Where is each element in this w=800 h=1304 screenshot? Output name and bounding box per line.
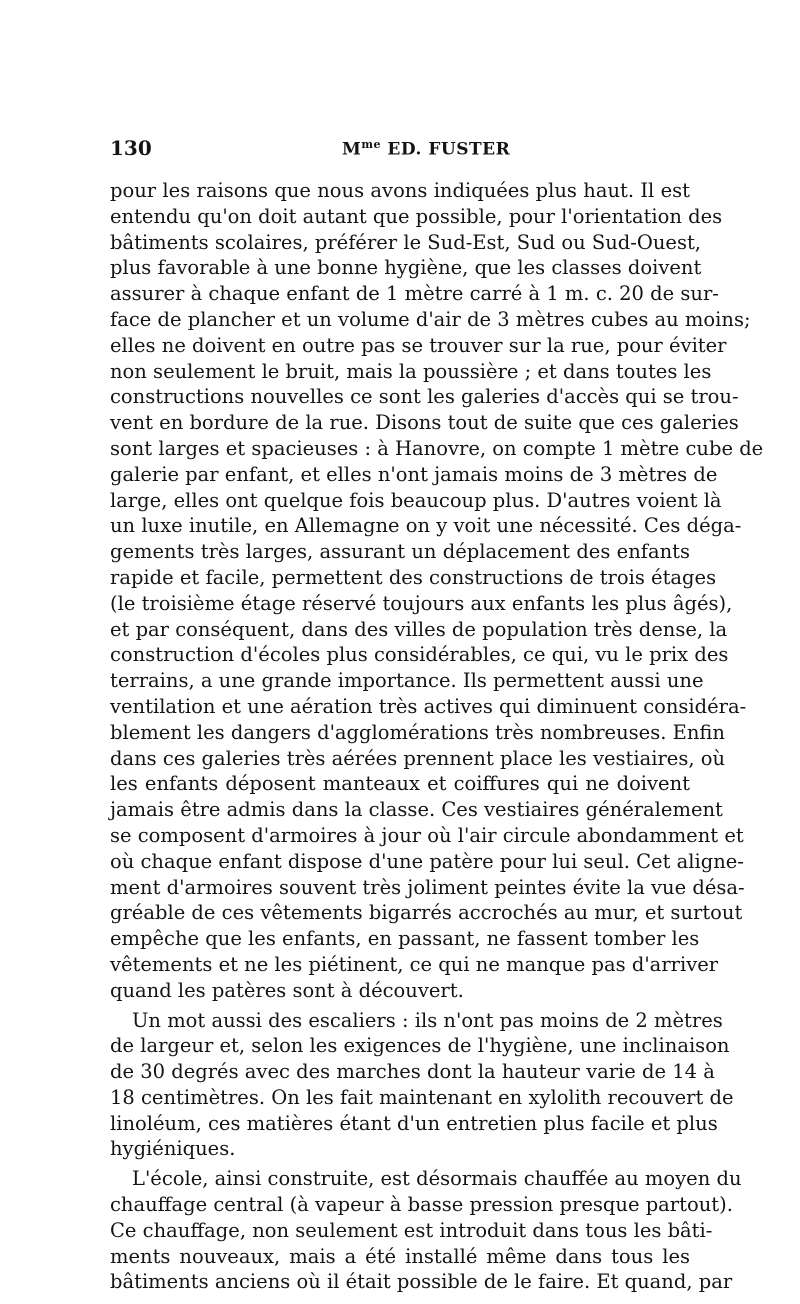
- text-line: 18 centimètres. On les fait maintenant en xylolith recouvert de: [110, 1085, 734, 1109]
- page-number: 130: [110, 136, 152, 160]
- text-line: les enfants déposent manteaux et coiffures qui ne doivent: [110, 772, 690, 796]
- text-line: gements très larges, assurant un déplacement des enfants: [110, 540, 690, 564]
- text-line: elles ne doivent en outre pas se trouver sur la rue, pour éviter: [110, 333, 727, 357]
- text-line: sont larges et spacieuses : à Hanovre, on compte 1 mètre cube de: [110, 436, 764, 460]
- text-line: ments nouveaux, mais a été installé même dans tous les: [110, 1244, 690, 1268]
- running-head-rest: ED. FUSTER: [380, 139, 511, 160]
- text-line: dans ces galeries très aérées prennent place les vestiaires, où: [110, 746, 726, 770]
- text-line: bâtiments anciens où il était possible de le faire. Et quand, par: [110, 1270, 733, 1294]
- text-line: pour les raisons que nous avons indiquées plus haut. Il est: [110, 179, 690, 202]
- running-head-sup: me: [361, 138, 381, 151]
- text-line: chauffage central (à vapeur à basse pression presque partout).: [110, 1193, 733, 1217]
- text-line: hygiéniques.: [110, 1137, 236, 1161]
- text-line: rapide et facile, permettent des constructions de trois étages: [110, 565, 717, 589]
- text-line: vêtements et ne les piétinent, ce qui ne manque pas d'arriver: [110, 952, 719, 976]
- text-line: quand les patères sont à découvert.: [110, 978, 464, 1002]
- text-line: Un mot aussi des escaliers : ils n'ont pas moins de 2 mètres: [132, 1008, 723, 1032]
- text-line: de 30 degrés avec des marches dont la hauteur varie de 14 à: [110, 1060, 715, 1084]
- paragraph-orientation: [110, 178, 764, 1004]
- text-line: (le troisième étage réservé toujours aux enfants les plus âgés),: [110, 591, 733, 615]
- text-line: terrains, a une grande importance. Ils permettent aussi une: [110, 669, 704, 693]
- text-line: ventilation et une aération très actives qui diminuent considéra-: [110, 694, 747, 718]
- running-head-prefix: M: [342, 139, 362, 160]
- text-line: non seulement le bruit, mais la poussière ; et dans toutes les: [110, 359, 712, 383]
- text-line: ment d'armoires souvent très joliment peintes évite la vue désa-: [110, 875, 745, 899]
- text-line: blement les dangers d'agglomérations très nombreuses. Enfin: [110, 720, 725, 744]
- text-line: construction d'écoles plus considérables, ce qui, vu le prix des: [110, 643, 729, 667]
- text-line: se composent d'armoires à jour où l'air circule abondamment et: [110, 823, 744, 847]
- text-line: galerie par enfant, et elles n'ont jamais moins de 3 mètres de: [110, 462, 718, 486]
- running-head: [342, 138, 510, 160]
- text-line: assurer à chaque enfant de 1 mètre carré à 1 m. c. 20 de sur-: [110, 282, 719, 306]
- text-line: empêche que les enfants, en passant, ne fassent tomber les: [110, 927, 700, 951]
- page-header: [110, 136, 690, 166]
- text-line: L'école, ainsi construite, est désormais chauffée au moyen du: [132, 1167, 742, 1191]
- paragraph-escaliers: [110, 1008, 734, 1163]
- text-line: constructions nouvelles ce sont les galeries d'accès qui se trou-: [110, 385, 739, 409]
- body-text: [110, 178, 764, 1295]
- text-line: entendu qu'on doit autant que possible, pour l'orientation des: [110, 204, 723, 228]
- text-line: jamais être admis dans la classe. Ces vestiaires généralement: [110, 798, 723, 822]
- text-line: large, elles ont quelque fois beaucoup plus. D'autres voient là: [110, 488, 722, 512]
- text-line: vent en bordure de la rue. Disons tout de suite que ces galeries: [110, 411, 739, 435]
- text-line: linoléum, ces matières étant d'un entretien plus facile et plus: [110, 1111, 718, 1135]
- text-line: plus favorable à une bonne hygiène, que les classes doivent: [110, 256, 702, 280]
- text-line: gréable de ces vêtements bigarrés accrochés au mur, et surtout: [110, 901, 743, 925]
- text-line: Ce chauffage, non seulement est introduit dans tous les bâti-: [110, 1218, 713, 1242]
- paragraph-chauffage: [110, 1166, 742, 1295]
- text-line: où chaque enfant dispose d'une patère pour lui seul. Cet aligne-: [110, 849, 744, 873]
- text-line: de largeur et, selon les exigences de l'hygiène, une inclinaison: [110, 1034, 730, 1058]
- text-line: face de plancher et un volume d'air de 3 mètres cubes au moins;: [110, 307, 751, 331]
- text-line: et par conséquent, dans des villes de population très dense, la: [110, 617, 728, 641]
- text-line: bâtiments scolaires, préférer le Sud-Est, Sud ou Sud-Ouest,: [110, 230, 701, 254]
- text-line: un luxe inutile, en Allemagne on y voit une nécessité. Ces déga-: [110, 514, 742, 538]
